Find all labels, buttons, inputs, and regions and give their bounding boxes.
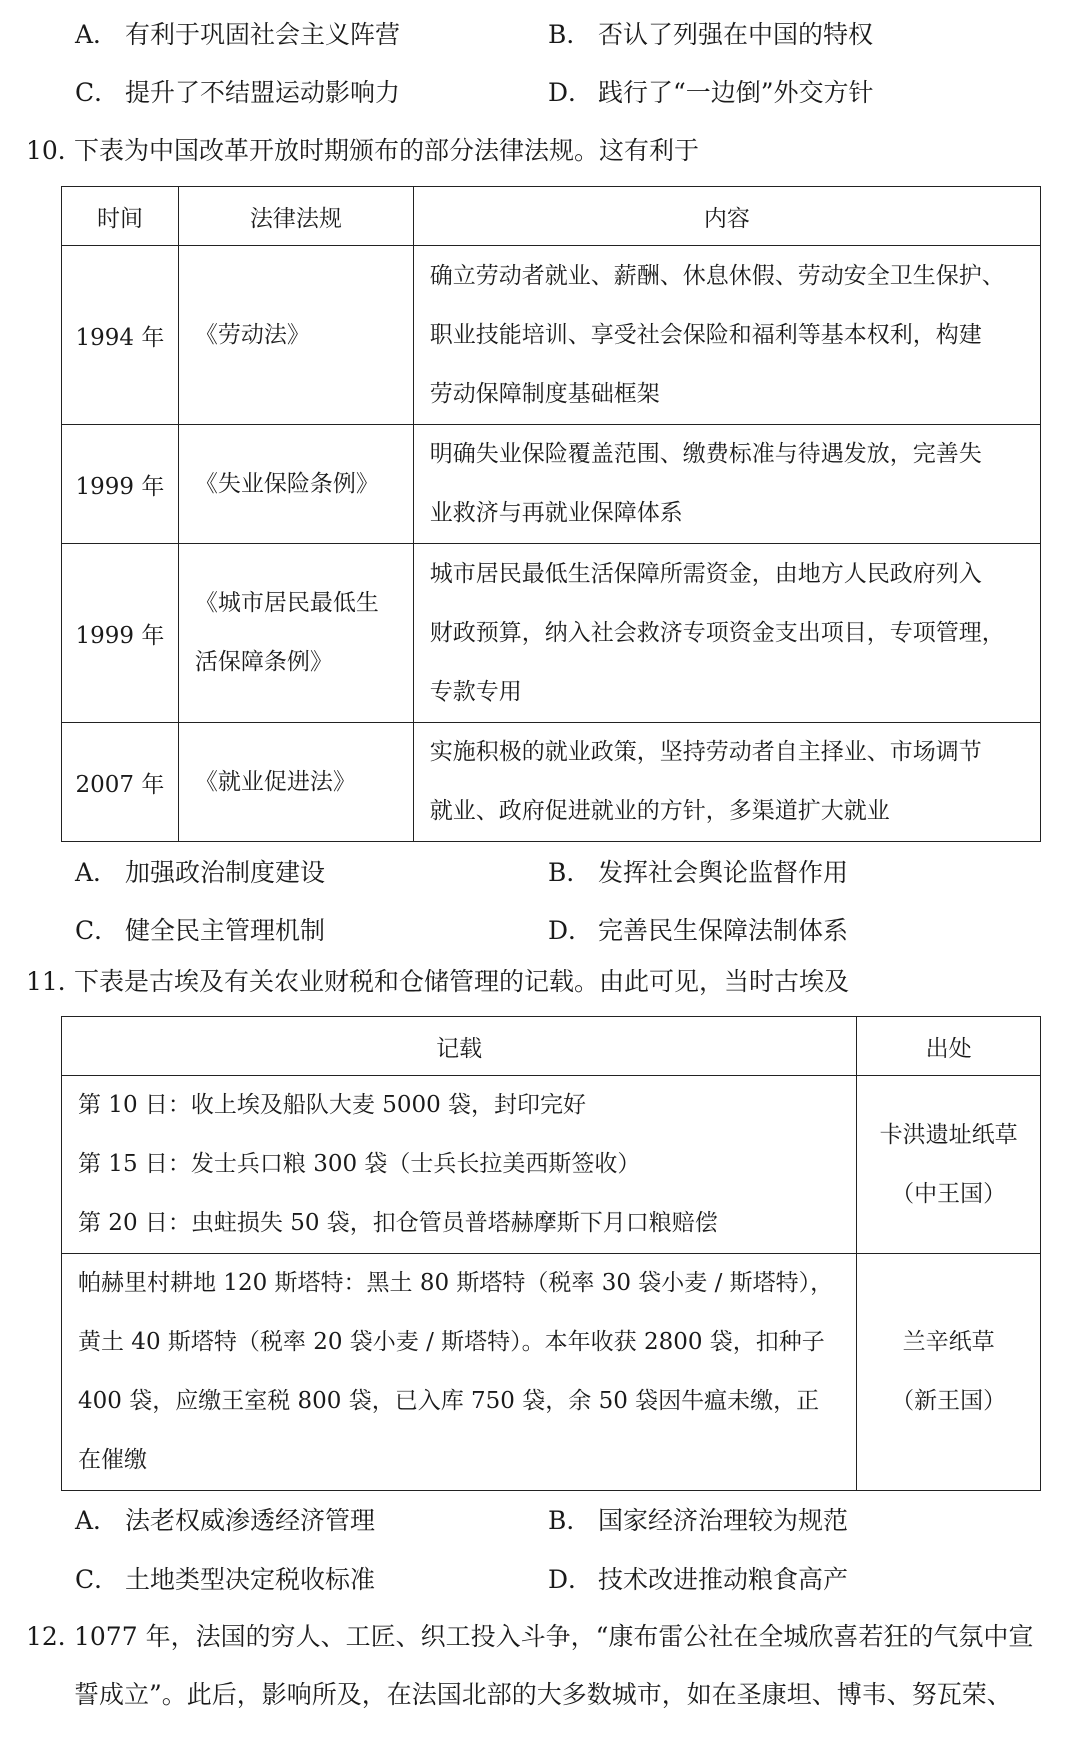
q11-options-row-2 <box>0 1560 1080 1600</box>
option-letter: D． <box>548 1565 594 1594</box>
option-letter: C． <box>75 78 120 107</box>
content-line: 财政预算，纳入社会救济专项资金支出项目，专项管理， <box>429 619 1005 646</box>
record-line: 在催缴 <box>78 1447 147 1473</box>
option-text: 技术改进推动粮食高产 <box>598 1565 849 1594</box>
content-line: 确立劳动者就业、薪酬、休息休假、劳动安全卫生保护、 <box>429 262 1005 289</box>
table-row <box>62 425 1041 544</box>
law-line: 《就业促进法》 <box>194 768 356 795</box>
option-letter: D． <box>548 916 594 945</box>
content-line: 专款专用 <box>429 678 522 705</box>
content-line: 劳动保障制度基础框架 <box>429 380 660 407</box>
cell-law <box>178 544 413 723</box>
content-line: 城市居民最低生活保障所需资金，由地方人民政府列入 <box>429 560 982 587</box>
cell-law <box>178 425 413 544</box>
cell-record <box>62 1254 857 1491</box>
q12-line-2 <box>74 1675 1012 1715</box>
cell-time: 1999 年 <box>62 425 179 544</box>
table-row <box>62 1076 1041 1254</box>
option-text: 有利于巩固社会主义阵营 <box>125 20 401 49</box>
source-line: 卡洪遗址纸草 <box>879 1121 1018 1148</box>
question-number: 10． <box>26 136 83 165</box>
header-law: 法律法规 <box>178 187 413 246</box>
header-time: 时间 <box>62 187 179 246</box>
q11-record-table <box>61 1016 1041 1491</box>
q10-options-row-2 <box>0 911 1080 951</box>
question-number: 12． <box>26 1622 83 1651</box>
q10-option-d[interactable] <box>548 911 848 951</box>
option-text: 否认了列强在中国的特权 <box>598 20 874 49</box>
option-text: 土地类型决定税收标准 <box>125 1565 376 1594</box>
cell-time: 1999 年 <box>62 544 179 723</box>
q9-option-d[interactable] <box>548 73 874 113</box>
option-letter: B． <box>548 858 592 887</box>
q9-options-row-1 <box>0 15 1080 55</box>
q10-options-row-1 <box>0 853 1080 893</box>
table-header-row <box>62 1017 1041 1076</box>
q10-law-table <box>61 186 1041 842</box>
header-source: 出处 <box>857 1017 1041 1076</box>
option-letter: B． <box>548 1506 592 1535</box>
q10-option-c[interactable] <box>75 911 325 951</box>
q11-option-d[interactable] <box>548 1560 848 1600</box>
q11-options-row-1 <box>0 1501 1080 1541</box>
option-letter: B． <box>548 20 592 49</box>
cell-content <box>413 425 1040 544</box>
cell-record <box>62 1076 857 1254</box>
question-text: 誓成立”。此后，影响所及，在法国北部的大多数城市，如在圣康坦、博韦、努瓦荣、 <box>74 1680 1012 1709</box>
option-letter: D． <box>548 78 594 107</box>
source-line: （中王国） <box>891 1180 1007 1207</box>
option-letter: C． <box>75 1565 120 1594</box>
table-row <box>62 544 1041 723</box>
question-text: 下表是古埃及有关农业财税和仓储管理的记载。由此可见，当时古埃及 <box>74 967 850 996</box>
record-line: 第 15 日：发士兵口粮 300 袋（士兵长拉美西斯签收） <box>78 1151 641 1177</box>
law-line: 活保障条例》 <box>194 649 333 675</box>
table-row <box>62 1254 1041 1491</box>
header-record: 记载 <box>62 1017 857 1076</box>
record-line: 400 袋，应缴王室税 800 袋，已入库 750 袋，余 50 袋因牛瘟未缴，正 <box>78 1388 820 1414</box>
q10-stem <box>26 131 699 171</box>
cell-content <box>413 544 1040 723</box>
q11-option-c[interactable] <box>75 1560 375 1600</box>
option-text: 提升了不结盟运动影响力 <box>125 78 401 107</box>
content-line: 业救济与再就业保障体系 <box>429 500 683 526</box>
content-line: 明确失业保险覆盖范围、缴费标准与待遇发放，完善失 <box>429 441 982 467</box>
option-letter: A． <box>75 1506 119 1535</box>
cell-content <box>413 246 1040 425</box>
content-line: 职业技能培训、享受社会保险和福利等基本权利，构建 <box>429 321 982 348</box>
question-text: 1077 年，法国的穷人、工匠、织工投入斗争，“康布雷公社在全城欣喜若狂的气氛中宣 <box>74 1622 1034 1651</box>
option-text: 发挥社会舆论监督作用 <box>598 858 849 887</box>
q12-line-1 <box>26 1617 1033 1657</box>
cell-source <box>857 1254 1041 1491</box>
cell-source <box>857 1076 1041 1254</box>
cell-content <box>413 723 1040 842</box>
table-header-row <box>62 187 1041 246</box>
q10-option-a[interactable] <box>75 853 325 893</box>
question-text: 下表为中国改革开放时期颁布的部分法律法规。这有利于 <box>74 136 700 165</box>
q9-option-b[interactable] <box>548 15 873 55</box>
table-row <box>62 723 1041 842</box>
source-line: （新王国） <box>891 1388 1007 1414</box>
header-content: 内容 <box>413 187 1040 246</box>
question-number: 11． <box>26 967 83 996</box>
record-line: 第 10 日：收上埃及船队大麦 5000 袋，封印完好 <box>78 1092 587 1118</box>
content-line: 就业、政府促进就业的方针，多渠道扩大就业 <box>429 798 890 824</box>
cell-time: 1994 年 <box>62 246 179 425</box>
table-row <box>62 246 1041 425</box>
cell-time: 2007 年 <box>62 723 179 842</box>
q11-option-b[interactable] <box>548 1501 848 1541</box>
q9-options-row-2 <box>0 73 1080 113</box>
record-line: 帕赫里村耕地 120 斯塔特：黑土 80 斯塔特（税率 30 袋小麦 / 斯塔特）， <box>78 1270 834 1296</box>
option-text: 法老权威渗透经济管理 <box>125 1506 376 1535</box>
option-text: 践行了“一边倒”外交方针 <box>598 78 874 107</box>
option-letter: A． <box>75 20 119 49</box>
law-line: 《失业保险条例》 <box>194 470 379 497</box>
record-line: 第 20 日：虫蛀损失 50 袋，扣仓管员普塔赫摩斯下月口粮赔偿 <box>78 1210 718 1236</box>
q9-option-c[interactable] <box>75 73 400 113</box>
content-line: 实施积极的就业政策，坚持劳动者自主择业、市场调节 <box>429 739 982 765</box>
option-text: 完善民生保障法制体系 <box>598 916 849 945</box>
law-line: 《城市居民最低生 <box>194 590 379 616</box>
option-text: 加强政治制度建设 <box>125 858 326 887</box>
option-text: 国家经济治理较为规范 <box>598 1506 849 1535</box>
q9-option-a[interactable] <box>75 15 400 55</box>
q11-option-a[interactable] <box>75 1501 375 1541</box>
option-letter: C． <box>75 916 120 945</box>
option-text: 健全民主管理机制 <box>125 916 326 945</box>
cell-law <box>178 246 413 425</box>
source-line: 兰辛纸草 <box>902 1329 995 1355</box>
q11-stem <box>26 962 849 1002</box>
option-letter: A． <box>75 858 119 887</box>
cell-law <box>178 723 413 842</box>
q10-option-b[interactable] <box>548 853 848 893</box>
record-line: 黄土 40 斯塔特（税率 20 袋小麦 / 斯塔特）。本年收获 2800 袋，扣种子 <box>78 1329 825 1355</box>
law-line: 《劳动法》 <box>194 321 310 348</box>
